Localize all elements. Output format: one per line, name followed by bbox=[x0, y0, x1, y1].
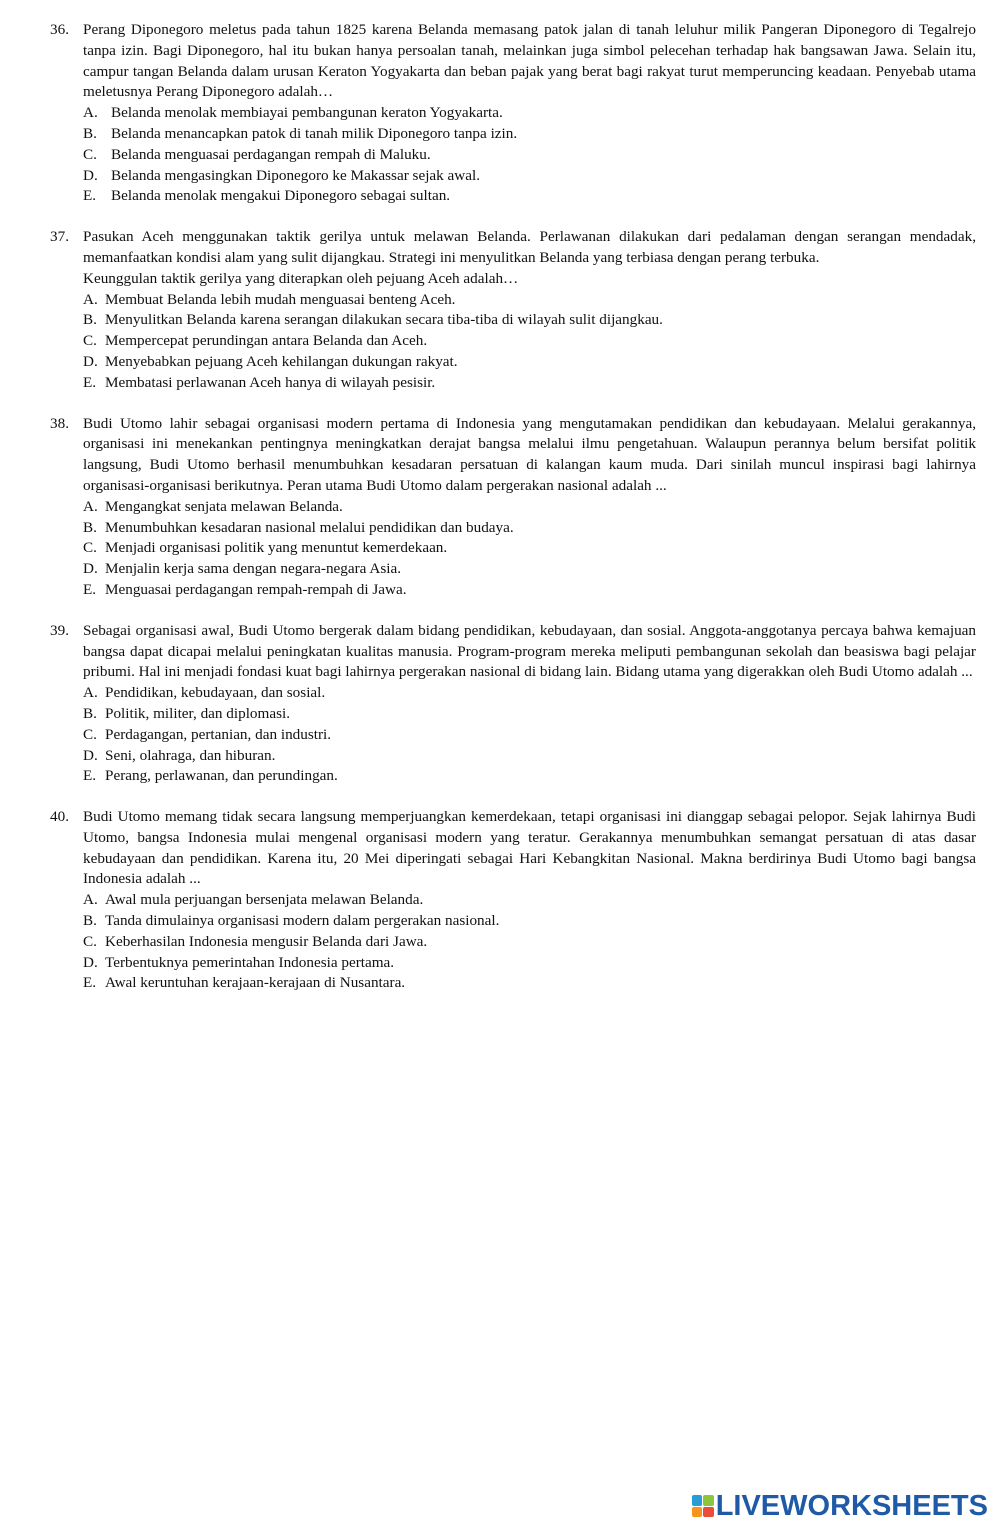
option-letter: A. bbox=[83, 891, 98, 909]
logo-square-1 bbox=[692, 1495, 703, 1506]
option-letter: B. bbox=[83, 124, 97, 142]
option-b[interactable] bbox=[83, 518, 976, 539]
option-letter: D. bbox=[83, 560, 98, 578]
option-letter: E. bbox=[83, 767, 97, 785]
option-letter: E. bbox=[83, 187, 97, 205]
question-number: 40. bbox=[50, 808, 69, 826]
question-text: Budi Utomo memang tidak secara langsung memperjuangkan kemerdekaan, tetapi organisasi ini dianggap sebagai pelopor. Sejak lahirnya Budi Utomo, bangsa Indonesia mulai mengenal organisasi modern yang teratur. Gerakannya menumbuhkan semangat persatuan di atas dasar kebudayaan dan pendidikan. Karena itu, 20 Mei diperingati sebagai Hari Kebangkitan Nasional. Makna berdirinya Budi Utomo bagi bangsa Indonesia adalah ... bbox=[83, 808, 976, 888]
question-40 bbox=[50, 807, 976, 994]
option-c[interactable] bbox=[83, 725, 976, 746]
option-text: Menyebabkan pejuang Aceh kehilangan dukungan rakyat. bbox=[105, 352, 458, 370]
question-38 bbox=[50, 414, 976, 601]
option-text: Seni, olahraga, dan hiburan. bbox=[105, 746, 276, 764]
worksheet-page bbox=[50, 20, 976, 1014]
option-text: Pendidikan, kebudayaan, dan sosial. bbox=[105, 684, 326, 702]
option-c[interactable] bbox=[83, 932, 976, 953]
option-letter: A. bbox=[83, 497, 98, 515]
option-d[interactable] bbox=[83, 166, 976, 187]
option-e[interactable] bbox=[83, 973, 976, 994]
question-number: 38. bbox=[50, 414, 69, 432]
option-c[interactable] bbox=[83, 538, 976, 559]
option-text: Belanda menolak mengakui Diponegoro sebagai sultan. bbox=[111, 187, 451, 205]
option-letter: A. bbox=[83, 104, 98, 122]
question-text: Perang Diponegoro meletus pada tahun 1825 karena Belanda memasang patok jalan di tanah leluhur milik Pangeran Diponegoro di Tegalrejo tanpa izin. Bagi Diponegoro, hal itu bukan hanya persoalan tanah, melainkan juga simbol pelecehan terhadap hak bangsawan Jawa. Selain itu, campur tangan Belanda dalam urusan Keraton Yogyakarta dan beban pajak yang berat bagi rakyat turut memperuncing keadaan. Penyebab utama meletusnya Perang Diponegoro adalah… bbox=[83, 21, 976, 101]
option-letter: D. bbox=[83, 352, 98, 370]
option-list bbox=[83, 683, 976, 787]
option-text: Mengangkat senjata melawan Belanda. bbox=[105, 497, 343, 515]
option-list bbox=[83, 290, 976, 394]
option-text: Terbentuknya pemerintahan Indonesia pertama. bbox=[105, 953, 395, 971]
option-e[interactable] bbox=[83, 186, 976, 207]
question-number: 39. bbox=[50, 621, 69, 639]
option-b[interactable] bbox=[83, 911, 976, 932]
question-prompt: Keunggulan taktik gerilya yang diterapkan oleh pejuang Aceh adalah… bbox=[83, 269, 519, 287]
question-text: Sebagai organisasi awal, Budi Utomo bergerak dalam bidang pendidikan, kebudayaan, dan sosial. Anggota-anggotanya percaya bahwa kemajuan bangsa dapat dicapai melalui peningkatan kualitas manusia. Program-program mereka meliputi pembangunan sekolah dan beasiswa bagi pelajar pribumi. Hal ini menjadi fondasi kuat bagi lahirnya pergerakan nasional di bidang lain. Bidang utama yang digerakkan oleh Budi Utomo adalah ... bbox=[83, 621, 976, 681]
option-text: Menguasai perdagangan rempah-rempah di Jawa. bbox=[105, 580, 407, 598]
option-text: Menumbuhkan kesadaran nasional melalui pendidikan dan budaya. bbox=[105, 518, 514, 536]
question-number: 37. bbox=[50, 228, 69, 246]
option-text: Awal keruntuhan kerajaan-kerajaan di Nusantara. bbox=[105, 974, 406, 992]
option-text: Belanda menolak membiayai pembangunan keraton Yogyakarta. bbox=[111, 104, 503, 122]
option-letter: E. bbox=[83, 974, 97, 992]
option-letter: E. bbox=[83, 580, 97, 598]
option-letter: C. bbox=[83, 539, 97, 557]
option-list bbox=[83, 497, 976, 601]
option-text: Perdagangan, pertanian, dan industri. bbox=[105, 725, 332, 743]
logo-square-2 bbox=[703, 1495, 714, 1506]
option-text: Politik, militer, dan diplomasi. bbox=[105, 704, 291, 722]
option-d[interactable] bbox=[83, 559, 976, 580]
option-letter: D. bbox=[83, 746, 98, 764]
option-text: Menjalin kerja sama dengan negara-negara Asia. bbox=[105, 560, 402, 578]
liveworksheets-logo[interactable] bbox=[692, 1491, 988, 1521]
option-letter: C. bbox=[83, 725, 97, 743]
option-a[interactable] bbox=[83, 497, 976, 518]
option-b[interactable] bbox=[83, 310, 976, 331]
option-letter: C. bbox=[83, 145, 97, 163]
option-text: Mempercepat perundingan antara Belanda dan Aceh. bbox=[105, 332, 428, 350]
question-36 bbox=[50, 20, 976, 207]
option-letter: A. bbox=[83, 290, 98, 308]
option-d[interactable] bbox=[83, 746, 976, 767]
liveworksheets-logo-text: LIVEWORKSHEETS bbox=[715, 1490, 988, 1522]
question-37 bbox=[50, 227, 976, 393]
option-text: Perang, perlawanan, dan perundingan. bbox=[105, 767, 338, 785]
option-text: Menyulitkan Belanda karena serangan dilakukan secara tiba-tiba di wilayah sulit dijangkau. bbox=[105, 311, 663, 329]
option-c[interactable] bbox=[83, 331, 976, 352]
option-b[interactable] bbox=[83, 124, 976, 145]
option-letter: B. bbox=[83, 912, 97, 930]
option-c[interactable] bbox=[83, 145, 976, 166]
option-text: Membuat Belanda lebih mudah menguasai benteng Aceh. bbox=[105, 290, 456, 308]
option-b[interactable] bbox=[83, 704, 976, 725]
option-d[interactable] bbox=[83, 953, 976, 974]
option-letter: A. bbox=[83, 684, 98, 702]
option-a[interactable] bbox=[83, 683, 976, 704]
option-text: Keberhasilan Indonesia mengusir Belanda dari Jawa. bbox=[105, 932, 428, 950]
option-text: Belanda menancapkan patok di tanah milik Diponegoro tanpa izin. bbox=[111, 124, 518, 142]
liveworksheets-logo-icon bbox=[692, 1495, 714, 1517]
question-39 bbox=[50, 621, 976, 787]
option-e[interactable] bbox=[83, 580, 976, 601]
option-a[interactable] bbox=[83, 890, 976, 911]
option-text: Awal mula perjuangan bersenjata melawan Belanda. bbox=[105, 891, 424, 909]
logo-square-4 bbox=[703, 1507, 714, 1518]
option-letter: C. bbox=[83, 932, 97, 950]
option-letter: D. bbox=[83, 166, 98, 184]
option-letter: B. bbox=[83, 518, 97, 536]
question-text: Pasukan Aceh menggunakan taktik gerilya untuk melawan Belanda. Perlawanan dilakukan dari pedalaman dengan serangan mendadak, memanfaatkan kondisi alam yang sulit dijangkau. Strategi ini menyulitkan Belanda yang terbiasa dengan perang terbuka. bbox=[83, 228, 976, 266]
option-e[interactable] bbox=[83, 766, 976, 787]
question-text: Budi Utomo lahir sebagai organisasi modern pertama di Indonesia yang mengutamakan pendidikan dan kebudayaan. Melalui gerakannya, organisasi ini menekankan pentingnya meningkatkan derajat bangsa melalui ilmu pengetahuan. Walaupun perannya belum bersifat politik langsung, Budi Utomo berhasil menumbuhkan kesadaran persatuan di kalangan kaum muda. Dari sinilah muncul inspirasi bagi lahirnya organisasi-organisasi berikutnya. Peran utama Budi Utomo dalam pergerakan nasional adalah ... bbox=[83, 414, 976, 494]
option-letter: E. bbox=[83, 373, 97, 391]
option-text: Membatasi perlawanan Aceh hanya di wilayah pesisir. bbox=[105, 373, 436, 391]
question-number: 36. bbox=[50, 21, 69, 38]
option-text: Belanda mengasingkan Diponegoro ke Makassar sejak awal. bbox=[111, 166, 481, 184]
option-a[interactable] bbox=[83, 290, 976, 311]
option-letter: B. bbox=[83, 311, 97, 329]
option-e[interactable] bbox=[83, 373, 976, 394]
option-a[interactable] bbox=[83, 103, 976, 124]
option-list bbox=[83, 103, 976, 207]
option-list bbox=[83, 890, 976, 994]
option-letter: D. bbox=[83, 953, 98, 971]
option-text: Menjadi organisasi politik yang menuntut kemerdekaan. bbox=[105, 539, 448, 557]
logo-square-3 bbox=[692, 1507, 703, 1518]
option-letter: C. bbox=[83, 332, 97, 350]
option-text: Tanda dimulainya organisasi modern dalam pergerakan nasional. bbox=[105, 912, 500, 930]
option-letter: B. bbox=[83, 704, 97, 722]
option-d[interactable] bbox=[83, 352, 976, 373]
option-text: Belanda menguasai perdagangan rempah di Maluku. bbox=[111, 145, 431, 163]
